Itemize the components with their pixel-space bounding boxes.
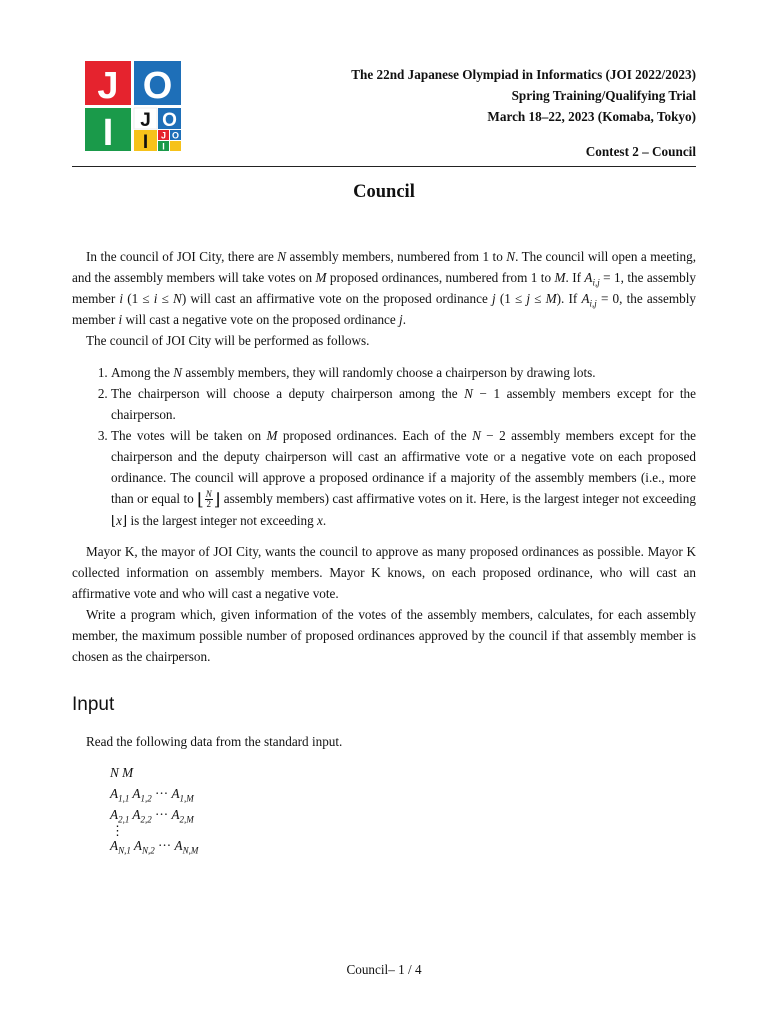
list-item: 3. The votes will be taken on M proposed ordinances. Each of the N − 2 assembly members except for the chairperson and the deputy chairperson will cast an affirmative vote or a negative vote on each proposed ordinance. The council will approve a proposed ordinance if a majority of the assembly members (i.e., more than or equal to ⌊ $\frac{N}{2}$ ⌋ assembly members) cast affirmative votes on it. Here, is the largest integer not exceeding ⌊x⌋ is the largest integer not exceeding x. [111, 425, 696, 531]
logo-small-o: O [162, 110, 177, 131]
logo-small-j: J [140, 110, 151, 131]
list-item: 2. The chairperson will choose a deputy chairperson among the N − 1 assembly members except for the chairperson. [111, 383, 696, 425]
input-row-2: $A_{2,1}$ $A_{2,2}$ ··· $A_{2,M}$ [110, 807, 194, 825]
floor-fraction: $\frac{N}{2}$ [205, 489, 212, 510]
header-trial: Spring Training/Qualifying Trial [511, 88, 696, 103]
procedure-list [72, 362, 696, 531]
logo-tiny-i: I [162, 141, 165, 151]
page-footer: Council– 1 / 4 [346, 962, 422, 977]
input-vdots: ⋮ [111, 823, 125, 838]
input-format [110, 762, 198, 856]
input-row-n: $A_{N,1}$ $A_{N,2}$ ··· $A_{N,M}$ [110, 838, 199, 856]
logo-mini-x [170, 141, 181, 151]
header-olympiad: The 22nd Japanese Olympiad in Informatics (JOI 2022/2023) [351, 67, 696, 82]
logo-letter-j: J [97, 65, 119, 107]
statement-paragraph-3: Mayor K, the mayor of JOI City, wants the council to approve as many proposed ordinances as possible. Mayor K collected information on assembly members. Mayor K knows, on each proposed ordinance, who will cast an affirmative vote and who will cast a negative vote. [72, 544, 696, 601]
logo-small-i: I [142, 132, 149, 151]
input-heading: Input [72, 694, 115, 715]
joi-logo [85, 61, 181, 151]
header-divider [72, 166, 696, 167]
page-title: Council [353, 182, 415, 202]
statement-paragraph-4: Write a program which, given information of the votes of the assembly members, calculates, for each assembly member, the maximum possible number of proposed ordinances approved by the council if that assembly member is chosen as the chairperson. [72, 607, 696, 664]
logo-letter-o: O [142, 65, 173, 107]
list-item: 1. Among the N assembly members, they will randomly choose a chairperson by drawing lots. [111, 362, 696, 383]
header-dates: March 18–22, 2023 (Komaba, Tokyo) [487, 109, 696, 124]
input-read-text: Read the following data from the standard input. [86, 734, 343, 749]
logo-letter-i: I [102, 112, 114, 151]
contest-header [351, 64, 696, 162]
header-contest: Contest 2 – Council [585, 144, 696, 159]
statement-paragraph-2: The council of JOI City will be performed as follows. [86, 333, 370, 348]
input-line-nm: N M [110, 765, 134, 780]
input-row-1: $A_{1,1}$ $A_{1,2}$ ··· $A_{1,M}$ [110, 786, 194, 804]
logo-tiny-j: J [160, 130, 167, 141]
statement-paragraph-1: In the council of JOI City, there are N assembly members, numbered from 1 to N. The council will open a meeting, and the assembly members will take votes on M proposed ordinances, numbered from 1 to M. If $A_{i,j} = 1$, the assembly member i (1 ≤ i ≤ N) will cast an affirmative vote on the proposed ordinance j (1 ≤ j ≤ M). If $A_{i,j} = 0$, the assembly member i will cast a negative vote on the proposed ordinance j. [72, 249, 697, 327]
problem-statement [72, 246, 696, 667]
logo-tiny-o: O [171, 130, 180, 141]
